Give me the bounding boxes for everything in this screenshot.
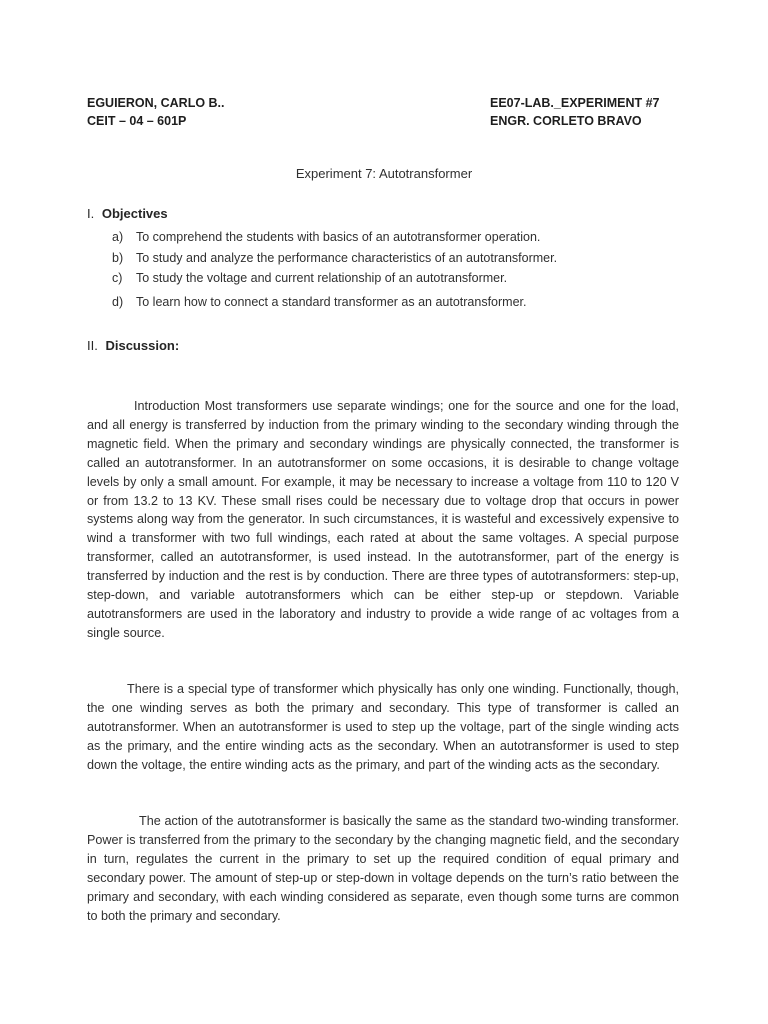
document-title: Experiment 7: Autotransformer [295, 166, 473, 181]
student-info [87, 94, 225, 130]
objective-text: To comprehend the students with basics of an autotransformer operation. [136, 230, 541, 244]
instructor-name: ENGR. CORLETO BRAVO [490, 114, 642, 128]
discussion-number: II. [87, 338, 98, 353]
objectives-label: Objectives [101, 206, 168, 221]
course-info [490, 94, 660, 130]
objective-marker: a) [112, 230, 124, 244]
discussion-paragraph-1: Introduction Most transformers use separate windings; one for the source and one for the load, and all energy is transferred by induction from the primary winding to the secondary winding through the magnetic field. When the primary and secondary windings are physically connected, the transformer is called an autotransformer. In an autotransformer on some occasions, it is desirable to change voltage levels by only a small amount. For example, it may be necessary to increase a voltage from 110 to 120 V or from 13.2 to 13 KV. These small rises could be necessary due to voltage drop that occurs in power systems along way from the generator. In such circumstances, it is wasteful and excessively expensive to wind a transformer with two full windings, each rated at about the same voltages. A special purpose transformer, called an autotransformer, is used instead. In the autotransformer, part of the energy is transferred by induction and the rest is by conduction. There are three types of autotransformers: step-up, step-down, and variable autotransformers which can be either step-up or stepdown. Variable autotransformers are used in the laboratory and industry to provide a wide range of ac voltages from a single source. [87, 399, 679, 640]
student-section: CEIT – 04 – 601P [87, 114, 187, 128]
discussion-label: Discussion: [105, 338, 180, 353]
objectives-heading [87, 206, 168, 221]
objective-text: To learn how to connect a standard transformer as an autotransformer. [136, 294, 527, 309]
objective-marker: d) [112, 294, 124, 309]
course-code: EE07-LAB._EXPERIMENT #7 [490, 96, 660, 110]
objective-item [112, 292, 557, 313]
discussion-paragraph-2: There is a special type of transformer which physically has only one winding. Functionally, though, the one winding serves as both the primary and secondary. This type of transformer is called an autotransformer. When an autotransformer is used to step up the voltage, part of the single winding acts as the primary, and the entire winding acts as the secondary. When an autotransformer is used to step down the voltage, the entire winding acts as the primary, and part of the winding acts as the secondary. [87, 682, 679, 772]
student-name: EGUIERON, CARLO B.. [87, 96, 225, 110]
objective-item [112, 248, 557, 269]
objectives-list [112, 227, 557, 312]
objective-marker: c) [112, 271, 123, 285]
objectives-number: I. [87, 206, 95, 221]
objective-text: To study and analyze the performance characteristics of an autotransformer. [136, 250, 558, 265]
discussion-paragraph-3: The action of the autotransformer is basically the same as the standard two-winding transformer. Power is transferred from the primary to the secondary by the changing magnetic field, and the secondary in turn, regulates the current in the primary to set up the required condition of equal primary and secondary power. The amount of step-up or step-down in voltage depends on the turn’s ratio between the primary and secondary, with each winding considered as separate, even though some turns are common to both the primary and secondary. [87, 814, 679, 923]
objective-marker: b) [112, 250, 124, 265]
discussion-heading [87, 338, 179, 353]
objective-item [112, 227, 557, 248]
objective-text: To study the voltage and current relationship of an autotransformer. [136, 271, 508, 285]
objective-item [112, 268, 557, 289]
